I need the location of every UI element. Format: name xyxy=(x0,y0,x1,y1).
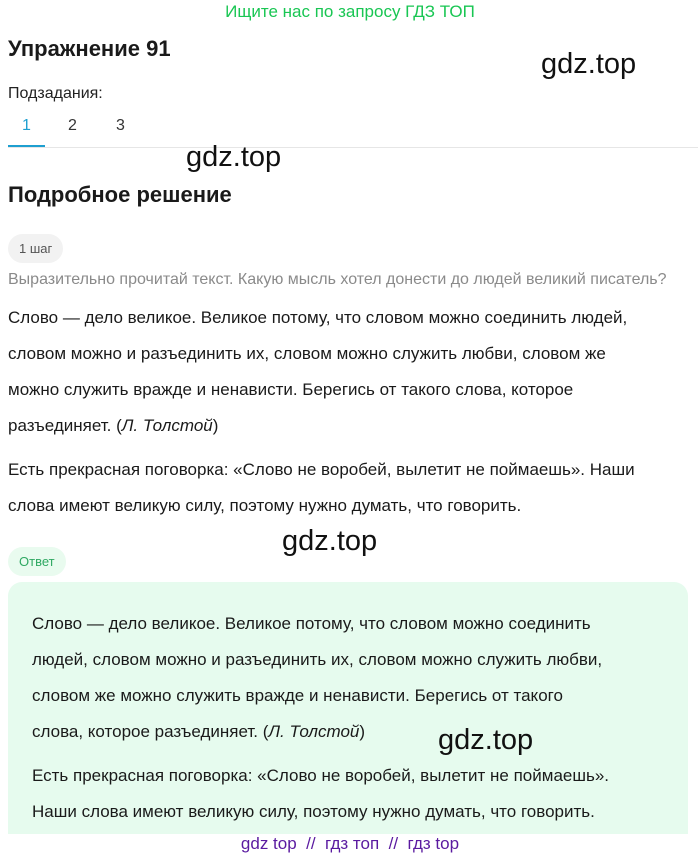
footer-separator: // xyxy=(306,834,316,853)
solution-line: Есть прекрасная поговорка: «Слово не воробей, вылетит не поймаешь». Наши xyxy=(8,460,635,479)
answer-line: словом же можно служить вражде и ненависти. Берегись от такого xyxy=(32,686,563,705)
page-title: Упражнение 91 xyxy=(8,36,171,61)
author-name: Л. Толстой xyxy=(268,722,360,741)
solution-text: ) xyxy=(212,416,219,435)
footer-link[interactable]: гдз top xyxy=(407,834,460,853)
answer-badge: Ответ xyxy=(8,547,66,576)
answer-text: ) xyxy=(359,722,366,741)
answer-line: людей, словом можно и разъединить их, словом можно служить любви, xyxy=(32,650,603,669)
tab-subtask-3[interactable]: 3 xyxy=(116,117,125,134)
solution-heading: Подробное решение xyxy=(8,182,232,207)
footer-link[interactable]: гдз топ xyxy=(325,834,380,853)
tab-subtask-1[interactable]: 1 xyxy=(8,116,45,147)
watermark: gdz.top xyxy=(186,141,282,173)
solution-line: словом можно и разъединить их, словом можно служить любви, словом же xyxy=(8,344,606,363)
solution-line: можно служить вражде и ненависти. Берегись от такого слова, которое xyxy=(8,380,574,399)
footer-links xyxy=(0,834,700,854)
watermark: gdz.top xyxy=(438,724,534,756)
answer-line xyxy=(32,714,672,750)
answer-line: Слово — дело великое. Великое потому, что словом можно соединить xyxy=(32,614,591,633)
solution-line: Слово — дело великое. Великое потому, что словом можно соединить людей, xyxy=(8,308,628,327)
solution-line xyxy=(8,408,692,444)
author-name: Л. Толстой xyxy=(121,416,213,435)
answer-text: слова, которое разъединяет. ( xyxy=(32,722,269,741)
question-text: Выразительно прочитай текст. Какую мысль хотел донести до людей великий писатель? xyxy=(8,271,667,288)
subtasks-label: Подзадания: xyxy=(8,85,103,102)
footer-link[interactable]: gdz top xyxy=(240,834,297,853)
solution-line: слова имеют великую силу, поэтому нужно думать, что говорить. xyxy=(8,496,522,515)
step-badge: 1 шаг xyxy=(8,234,63,263)
answer-line: Наши слова имеют великую силу, поэтому нужно думать, что говорить. xyxy=(32,802,595,821)
answer-box xyxy=(8,582,688,834)
promo-banner: Ищите нас по запросу ГДЗ ТОП xyxy=(225,2,475,21)
answer-line: Есть прекрасная поговорка: «Слово не воробей, вылетит не поймаешь». xyxy=(32,766,610,785)
solution-text: разъединяет. ( xyxy=(8,416,122,435)
watermark: gdz.top xyxy=(282,525,378,557)
tab-subtask-2[interactable]: 2 xyxy=(68,117,77,134)
watermark: gdz.top xyxy=(541,48,637,80)
subtask-tabs xyxy=(8,116,698,148)
footer-separator: // xyxy=(388,834,399,853)
